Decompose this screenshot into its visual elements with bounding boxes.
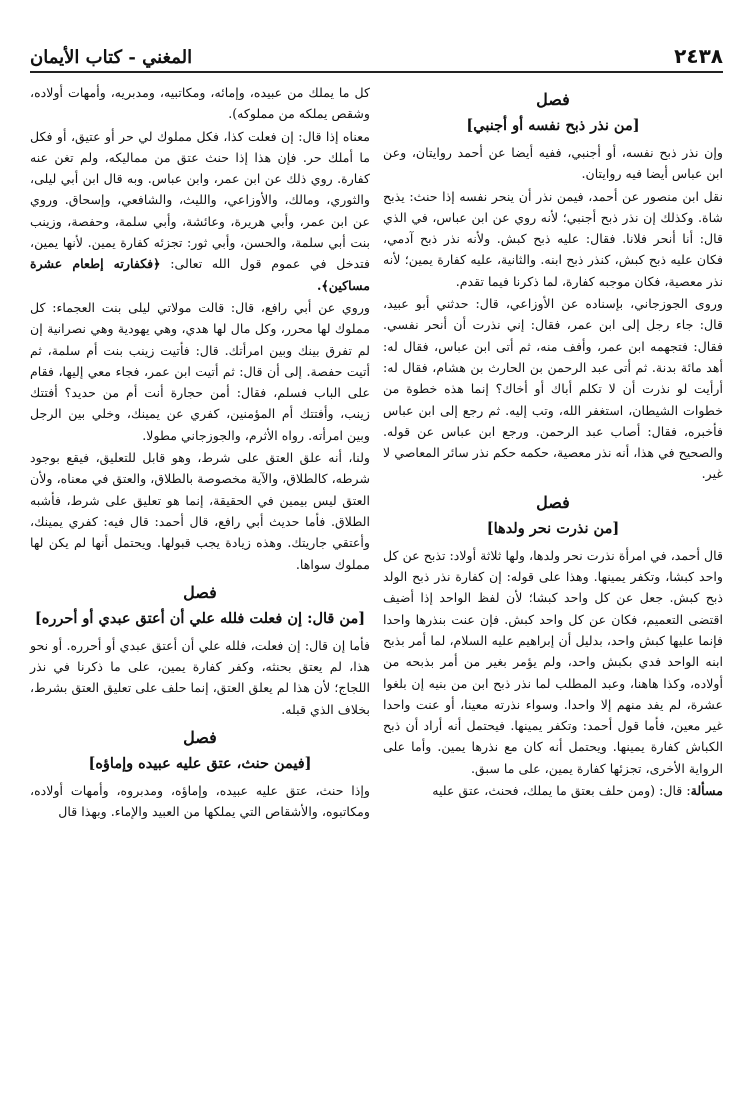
section-heading: فصل: [183, 728, 217, 748]
section-subheading: [فيمن حنث، عتق عليه عبيده وإماؤه]: [88, 755, 312, 773]
paragraph: وإن نذر ذبح نفسه، أو أجنبي، ففيه أيضا عن أحمد روايتان، وعن ابن عباس أيضا فيه روايتان.: [383, 145, 723, 182]
section-heading: فصل: [183, 582, 217, 602]
paragraph-text: معناه إذا قال: إن فعلت كذا، فكل مملوك لي حر أو عتيق، أو فكل ما أملك حر. فإن هذا إذا حنث عتق من مماليكه، ولم تغن عنه كفارة. روي ذلك عن ابن عمر، وابن عباس. وبه قال ابن أبي ليلى، والثوري، ومالك، والأوزاعي، والليث، والشافعي، وإسحاق. وروي عن ابن عمر، وأبي هريرة، وعائشة، وأبي سلمة، وحفصة، وزينب بنت أبي سلمة، والحسن، وأبي ثور: تجزئه كفارة يمين. لأنها يمين، فتدخل في عموم قول الله تعالى:: [30, 128, 370, 272]
section-subheading: [من قال: إن فعلت فلله علي أن أعتق عبدي أو أحرره]: [34, 609, 366, 627]
section-heading: فصل: [536, 492, 570, 512]
running-title: المغني - كتاب الأيمان: [30, 47, 193, 68]
page-number: ٢٤٣٨: [674, 44, 723, 68]
paragraph: وروى الجوزجاني، بإسناده عن الأوزاعي، قال: حدثني أبو عبيد، قال: جاء رجل إلى ابن عمر، فقال: إني نذرت أن أنحر نفسي. فقال: فتجهمه ابن عمر، وأفف منه، ثم أتى ابن عباس، فقال له: أهد مائة بدنة. ثم أتى عبد الرحمن بن الحارث بن هشام، فقال له: أرأيت لو نذرت أن لا تكلم أباك أو أخاك؟ إنما هذه خطوة من خطوات الشيطان، استغفر الله، وتب إليه. ثم رجع إلى ابن عباس فأخبره، فقال: أصاب عبد الرحمن. ورجع ابن عباس عن قوله. والصحيح في هذا، أنه نذر معصية، حكمه حكم نذر سائر المعاصي لا غير.: [383, 296, 723, 482]
header-rule: [30, 71, 723, 73]
masala-label: مسألة: [690, 783, 723, 799]
masala-text: : قال: (ومن حلف بعتق ما يملك، فحنث، عتق عليه: [432, 783, 691, 799]
paragraph: فأما إن قال: إن فعلت، فلله علي أن أعتق عبدي أو أحرره. أو نحو هذا، لم يعتق بحنثه، وكفر كفارة يمين، على ما ذكرنا في نذر اللجاج؛ لأن هذا لم يعلق العتق، إنما حلف على تعليق العتق بشرط، بخلاف الذي قبله.: [30, 637, 370, 717]
left-column: [30, 82, 370, 824]
paragraph: كل ما يملك من عبيده، وإمائه، ومكاتبيه، ومدبريه، وأمهات أولاده، وشقص يملكه من مملوكه).: [30, 85, 370, 122]
paragraph: [30, 126, 370, 296]
section-heading: فصل: [536, 90, 570, 109]
quran-quote: ﴿فكفارته إطعام عشرة مساكين﴾.: [30, 256, 370, 293]
paragraph: نقل ابن منصور عن أحمد، فيمن نذر أن ينحر نفسه إذا حنث: يذبح شاة. وكذلك إن نذر ذبح أجنبي؛ لأنه روي عن ابن عباس، في الذي قال: أنا أنحر فلانا. فقال: عليه ذبح كبش. ولأنه نذر ذبح آدمي، فكان عليه ذبح كبش، كنذر ذبح ابنه. والثانية، عليه كفارة يمين؛ لأنه نذر معصية، فكان موجبه كفارة، لما ذكرنا فيما تقدم.: [383, 188, 723, 289]
paragraph: وإذا حنث، عتق عليه عبيده، وإماؤه، ومدبروه، وأمهات أولاده، ومكاتبوه، والأشقاص التي يملكها من العبيد والإماء. وبهذا قال: [30, 783, 370, 820]
paragraph: ولنا، أنه علق العتق على شرط، وهو قابل للتعليق، فيقع بوجود شرطه، كالطلاق، والآية مخصوصة بالطلاق، والعتق في معناه، ولأن العتق ليس بيمين في الحقيقة، إنما هو تعليق على شرط، فأشبه الطلاق. فأما حديث أبي رافع، قال أحمد: قال فيه: كفري يمينك، وأعتقي جاريتك. وهذه زيادة يجب قبولها. ويحتمل أنها لم يكن لها مملوك سواها.: [30, 450, 370, 572]
paragraph: قال أحمد، في امرأة نذرت نحر ولدها، ولها ثلاثة أولاد: تذبح عن كل واحد كبشا، وتكفر يمينها. وهذا على قوله: إن كفارة نذر ذبح الولد ذبح كبش. جعل عن كل واحد كبشا؛ لأن لفظ الواحد إذا أضيف اقتضى التعميم، فكان عن كل واحد كبش. فإن عنت بنذرها واحدا فإنما عليها كبش واحد، بدليل أن إبراهيم عليه السلام، لما أمر بذبح ابنه الواحد فدي بكبش واحد، ولم يؤمر بغير من أمر بذبحه من أولاده، وكذا هاهنا، وعبد المطلب لما نذر ذبح ابن من بنيه إن بلغوا عشرة، لم يفد منهم إلا واحدا. وسواء نذرته معينا، أو عنت واحدا غير معين، فأما قول أحمد: وتكفر يمينها. فيحتمل أنه أراد أن ذبح الكباش كفارة يمينها. ويحتمل أنه كان مع نذرها يمين. وأما على الرواية الأخرى، تجزئها كفارة يمين، على ما سبق.: [383, 547, 723, 776]
right-column: [383, 82, 723, 802]
page-header: [30, 38, 723, 68]
section-subheading: [من نذر ذبح نفسه أو أجنبي]: [466, 117, 640, 134]
paragraph: وروي عن أبي رافع، قال: قالت مولاتي ليلى بنت العجماء: كل مملوك لها محرر، وكل مال لها هدي، وهي يهودية وهي نصرانية إن لم تفرق بينك وبين امرأتك. قال: فأتيت زينب بنت أم سلمة، ثم أتيت حفصة. إلى أن قال: ثم أتيت ابن عمر، فجاء معي إليها، فقام على الباب فسلم، فقال: أمن حجارة أنت أم من حديد؟ أفتتك زينب، وأفتتك أم المؤمنين، كفري عن يمينك، وخلي بين الرجل وبين امرأته. رواه الأثرم، والجوزجاني مطولا.: [30, 299, 370, 443]
paragraph: [383, 780, 723, 801]
section-subheading: [من نذرت نحر ولدها]: [486, 519, 620, 537]
